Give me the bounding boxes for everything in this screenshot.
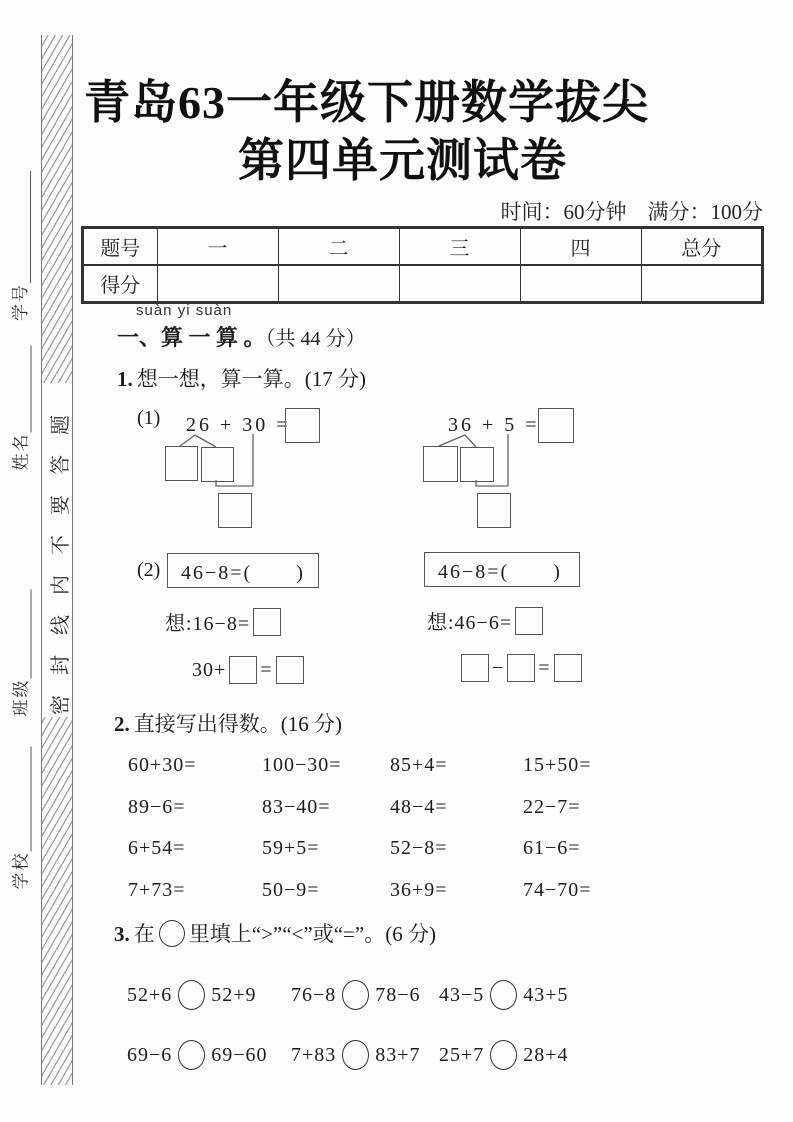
minus-sign: − bbox=[492, 656, 505, 679]
math-problem: 74−70= bbox=[523, 878, 592, 901]
think-text: 想:46−6= bbox=[427, 612, 513, 634]
math-problem: 52−8= bbox=[390, 837, 448, 860]
pinyin-annotation: suàn yi suàn bbox=[136, 302, 233, 319]
field-label: 班级 bbox=[11, 678, 31, 717]
think-step-right bbox=[427, 606, 543, 635]
score-header-cell: 四 bbox=[520, 228, 641, 265]
think-text: 想:16−8= bbox=[165, 613, 251, 635]
score-cell[interactable] bbox=[278, 265, 399, 302]
section1-heading-main: 一、算 一 算 。 bbox=[117, 325, 266, 350]
math-problem: 61−6= bbox=[523, 837, 581, 860]
question1-number: 1. bbox=[117, 367, 133, 391]
decomposition-box[interactable] bbox=[201, 447, 234, 482]
score-header-cell: 三 bbox=[399, 228, 520, 265]
field-label: 学校 bbox=[11, 851, 31, 890]
equation-text: 26 + 30 = bbox=[186, 414, 291, 436]
question3-number: 3. bbox=[114, 922, 130, 946]
compare-left: 25+7 bbox=[439, 1043, 485, 1066]
math-problem: 60+30= bbox=[128, 754, 197, 777]
score-table bbox=[82, 227, 763, 303]
math-problem: 83−40= bbox=[262, 795, 331, 818]
mental-math-grid bbox=[128, 745, 653, 911]
decomposition-box[interactable] bbox=[218, 493, 252, 528]
question3-heading bbox=[114, 918, 436, 948]
seal-band-text: 密封线内不要答题 bbox=[50, 395, 72, 715]
compare-group bbox=[291, 980, 421, 1010]
score-row-label: 得分 bbox=[83, 265, 157, 302]
followup-left bbox=[192, 656, 304, 684]
question2-number: 2. bbox=[114, 712, 130, 736]
decomposition-box[interactable] bbox=[460, 447, 494, 482]
answer-box[interactable] bbox=[554, 654, 582, 682]
field-student-number bbox=[9, 171, 31, 321]
equation-text: 36 + 5 = bbox=[448, 414, 540, 436]
math-problem: 59+5= bbox=[262, 837, 320, 860]
field-school bbox=[10, 747, 32, 890]
seal-line-band bbox=[41, 35, 73, 1085]
compare-group bbox=[127, 1040, 268, 1070]
compare-right: 83+7 bbox=[375, 1043, 421, 1066]
score-table-score-row bbox=[83, 265, 762, 302]
answer-box[interactable] bbox=[253, 608, 281, 636]
score-cell[interactable] bbox=[399, 265, 520, 302]
answer-box[interactable] bbox=[276, 656, 304, 684]
write-line[interactable] bbox=[12, 171, 31, 283]
write-line[interactable] bbox=[13, 346, 32, 433]
field-class bbox=[10, 590, 32, 717]
math-problem: 48−4= bbox=[390, 795, 448, 818]
score-header-cell: 一 bbox=[157, 228, 278, 265]
score-cell[interactable] bbox=[157, 265, 278, 302]
decomposition-box[interactable] bbox=[477, 493, 511, 528]
followup-text: 30+ bbox=[192, 658, 227, 681]
math-problem: 89−6= bbox=[128, 795, 186, 818]
section1-heading bbox=[117, 321, 366, 352]
compare-group bbox=[439, 1040, 569, 1070]
seal-hatch-bottom bbox=[42, 717, 72, 1085]
score-cell[interactable] bbox=[520, 265, 641, 302]
compare-circle[interactable] bbox=[178, 980, 205, 1010]
section1-heading-points: （共 44 分） bbox=[265, 328, 366, 350]
page-title-line2: 第四单元测试卷 bbox=[238, 135, 567, 186]
field-name bbox=[10, 346, 32, 471]
decomposition-box[interactable] bbox=[165, 446, 198, 481]
equals-sign: = bbox=[260, 658, 273, 681]
compare-right: 69−60 bbox=[211, 1043, 268, 1066]
decomposition-box[interactable] bbox=[423, 446, 458, 482]
followup-right bbox=[461, 654, 582, 682]
compare-left: 7+83 bbox=[291, 1043, 337, 1066]
compare-circle[interactable] bbox=[178, 1040, 205, 1070]
compare-circle[interactable] bbox=[490, 980, 517, 1010]
compare-right: 28+4 bbox=[523, 1043, 569, 1066]
answer-box[interactable] bbox=[461, 654, 489, 682]
think-step-left bbox=[165, 607, 281, 636]
math-problem: 36+9= bbox=[390, 878, 448, 901]
seal-hatch-top bbox=[42, 35, 72, 383]
answer-box[interactable] bbox=[285, 408, 320, 443]
score-header-cell: 总分 bbox=[641, 228, 762, 265]
compare-left: 52+6 bbox=[127, 983, 173, 1006]
question3-text-before: 在 bbox=[133, 922, 155, 946]
score-cell[interactable] bbox=[641, 265, 762, 302]
decomposition-diagram-right bbox=[418, 403, 598, 535]
compare-right: 43+5 bbox=[523, 983, 569, 1006]
field-label: 姓名 bbox=[11, 432, 31, 471]
exam-info: 时间：60分钟 满分：100分 bbox=[500, 200, 763, 224]
decomposition-diagram-left bbox=[160, 403, 340, 535]
example-circle bbox=[159, 920, 185, 947]
math-problem: 100−30= bbox=[262, 754, 342, 777]
compare-group bbox=[291, 1040, 421, 1070]
field-label: 学号 bbox=[11, 283, 30, 321]
page-title-line1: 青岛63一年级下册数学拔尖 bbox=[84, 77, 649, 128]
answer-box[interactable] bbox=[229, 656, 257, 684]
answer-box[interactable] bbox=[538, 408, 574, 443]
score-header-cell: 题号 bbox=[83, 228, 157, 265]
math-problem: 85+4= bbox=[390, 754, 448, 777]
part2-label: (2) bbox=[137, 559, 161, 581]
compare-circle[interactable] bbox=[490, 1040, 517, 1070]
question1-heading bbox=[117, 363, 366, 393]
boxed-problem-text: 46−8=( ) bbox=[438, 561, 562, 583]
math-problem: 22−7= bbox=[523, 795, 581, 818]
compare-left: 69−6 bbox=[127, 1043, 173, 1066]
write-line[interactable] bbox=[13, 590, 32, 679]
compare-group bbox=[439, 980, 569, 1010]
boxed-problem-right bbox=[424, 552, 580, 587]
compare-circle[interactable] bbox=[342, 980, 369, 1010]
compare-left: 76−8 bbox=[291, 983, 337, 1006]
compare-left: 43−5 bbox=[439, 983, 485, 1006]
math-problem: 6+54= bbox=[128, 837, 186, 860]
answer-box[interactable] bbox=[507, 654, 535, 682]
compare-right: 78−6 bbox=[375, 983, 421, 1006]
math-problem: 50−9= bbox=[262, 878, 320, 901]
score-table-header-row bbox=[83, 228, 762, 265]
boxed-problem-text: 46−8=( ) bbox=[181, 562, 305, 584]
question2-heading bbox=[114, 708, 342, 738]
compare-circle[interactable] bbox=[342, 1040, 369, 1070]
math-problem: 7+73= bbox=[128, 878, 186, 901]
write-line[interactable] bbox=[13, 747, 32, 852]
question3-text-after: 里填上“>”“<”或“=”。(6 分) bbox=[188, 922, 436, 946]
boxed-problem-left bbox=[167, 553, 319, 588]
question2-text: 直接写出得数。(16 分) bbox=[133, 712, 342, 736]
question1-text: 想一想，算一算。(17 分) bbox=[136, 367, 366, 391]
part1-label: (1) bbox=[137, 407, 161, 429]
compare-right: 52+9 bbox=[211, 983, 257, 1006]
compare-group bbox=[127, 980, 257, 1010]
answer-box[interactable] bbox=[515, 607, 543, 635]
math-problem: 15+50= bbox=[523, 754, 592, 777]
equals-sign: = bbox=[538, 656, 551, 679]
score-header-cell: 二 bbox=[278, 228, 399, 265]
